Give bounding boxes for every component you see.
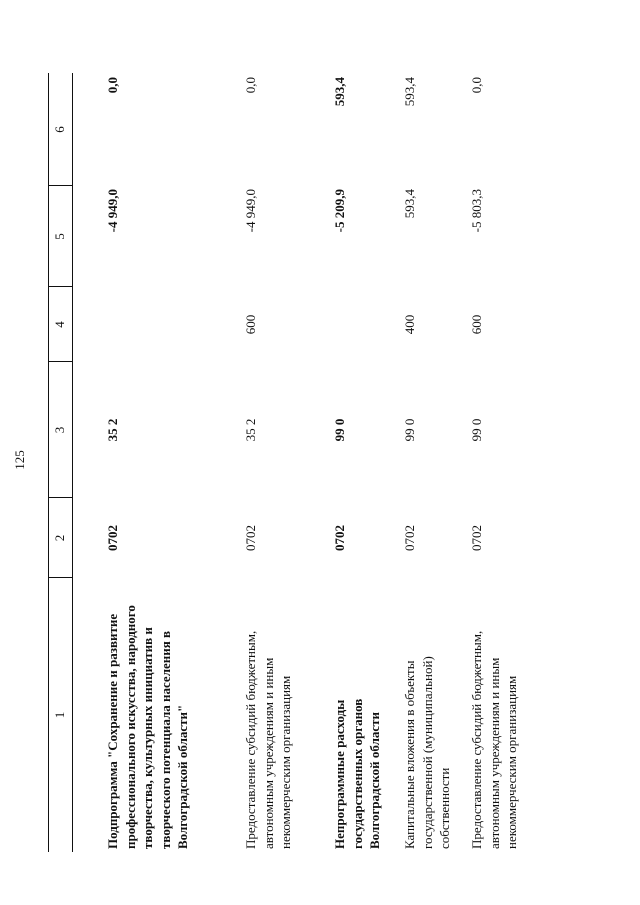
row-section: 0702 bbox=[105, 525, 120, 551]
row-name: Непрограммные расходы государственных органов Волгоградской области bbox=[332, 698, 382, 849]
row-target: 99 0 bbox=[402, 418, 417, 442]
row-amount2: 0,0 bbox=[469, 77, 484, 94]
row-name: Капитальные вложения в объекты государственной (муниципальной) собственности bbox=[402, 656, 452, 849]
table-header-rule bbox=[72, 73, 73, 852]
column-header: 6 bbox=[52, 126, 67, 133]
row-amount: -5 803,3 bbox=[469, 189, 484, 233]
row-amount2: 0,0 bbox=[105, 77, 120, 94]
row-amount: -4 949,0 bbox=[105, 189, 120, 233]
row-section: 0702 bbox=[402, 525, 417, 551]
page-number: 125 bbox=[12, 450, 27, 470]
row-name: Предоставление субсидий бюджетным, автономным учреждениям и иным некоммерческим организациям bbox=[243, 630, 293, 849]
row-amount: 593,4 bbox=[402, 189, 417, 219]
column-header: 4 bbox=[52, 321, 67, 328]
row-name: Подпрограмма "Сохранение и развитие профессионального искусства, народного творчества, культурных инициатив и творческого потенциала населения в Волгоградской области" bbox=[105, 605, 190, 849]
row-type: 600 bbox=[469, 314, 484, 335]
row-target: 35 2 bbox=[105, 418, 120, 442]
column-header: 3 bbox=[52, 426, 67, 434]
row-section: 0702 bbox=[469, 525, 484, 551]
row-type: 600 bbox=[243, 314, 258, 335]
row-section: 0702 bbox=[243, 525, 258, 551]
row-amount2: 0,0 bbox=[243, 77, 258, 94]
row-type: 400 bbox=[402, 314, 417, 335]
row-target: 99 0 bbox=[469, 418, 484, 442]
row-target: 35 2 bbox=[243, 418, 258, 442]
row-section: 0702 bbox=[332, 525, 347, 551]
budget-table bbox=[48, 73, 638, 852]
column-header: 1 bbox=[52, 711, 67, 719]
row-target: 99 0 bbox=[332, 418, 347, 442]
row-amount: -5 209,9 bbox=[332, 189, 347, 233]
column-header: 5 bbox=[52, 233, 67, 240]
row-name: Предоставление субсидий бюджетным, автономным учреждениям и иным некоммерческим организациям bbox=[469, 630, 519, 849]
row-amount: -4 949,0 bbox=[243, 189, 258, 233]
row-amount2: 593,4 bbox=[332, 77, 347, 107]
row-amount2: 593,4 bbox=[402, 77, 417, 107]
column-header: 2 bbox=[52, 534, 67, 542]
